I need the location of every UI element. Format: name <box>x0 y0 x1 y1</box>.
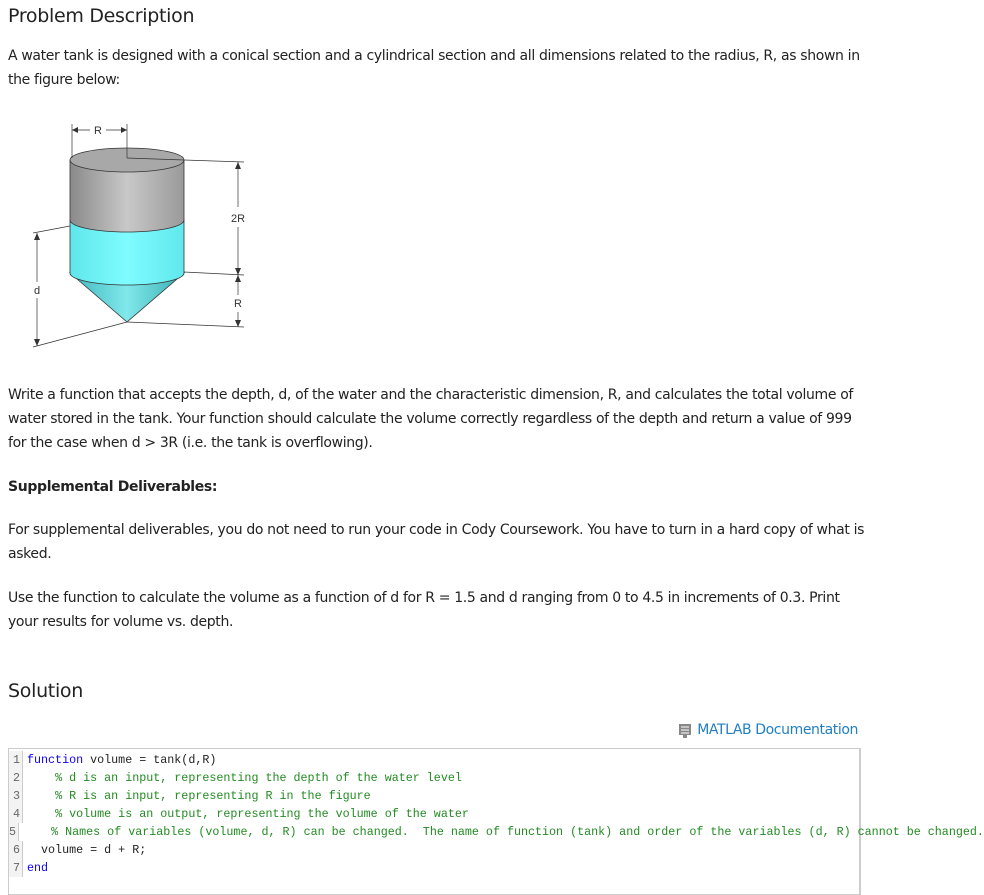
doc-link-label: MATLAB Documentation <box>697 722 858 738</box>
line-number: 1 <box>9 751 23 769</box>
line-number: 4 <box>9 805 23 823</box>
matlab-documentation-link[interactable] <box>678 722 858 738</box>
code-comment: % Names of variables (volume, d, R) can be changed. The name of function (tank) and order of the variables (d, R) cannot be changed. <box>51 825 984 839</box>
task-text: Write a function that accepts the depth, d, of the water and the characteristic dimension, R, and calculates the total volume of water stored in the tank. Your function should calculate the volume correctly regardless of the depth and return a value of 999 for the case when d > 3R (i.e. the tank is overflowing). <box>8 387 853 451</box>
use-text: Use the function to calculate the volume as a function of d for R = 1.5 and d ranging from 0 to 4.5 in increments of 0.3. Print your results for volume vs. depth. <box>8 590 840 630</box>
code-line[interactable] <box>9 841 859 859</box>
line-number: 3 <box>9 787 23 805</box>
problem-title: Problem Description <box>8 5 195 27</box>
code-keyword: function <box>27 753 84 767</box>
code-editor[interactable] <box>8 748 984 895</box>
label-r-top: R <box>94 125 102 137</box>
code-text <box>27 805 55 823</box>
line-number: 7 <box>9 859 23 877</box>
intro-text: A water tank is designed with a conical section and a cylindrical section and all dimensions related to the radius, R, as shown in the figure below: <box>8 48 860 88</box>
code-text: volume = d + R; <box>27 843 147 857</box>
supplemental-text: For supplemental deliverables, you do not need to run your code in Cody Coursework. You have to turn in a hard copy of what is asked. <box>8 522 865 562</box>
line-number: 6 <box>9 841 23 859</box>
code-line[interactable] <box>9 805 859 823</box>
solution-title: Solution <box>8 680 84 702</box>
label-d: d <box>33 285 41 297</box>
code-comment: % R is an input, representing R in the figure <box>55 789 371 803</box>
document-icon <box>678 723 692 738</box>
code-line[interactable] <box>9 823 984 841</box>
tank-figure <box>0 110 260 350</box>
code-comment: % d is an input, representing the depth of the water level <box>55 771 462 785</box>
code-keyword: end <box>27 861 49 875</box>
code-text <box>23 823 51 841</box>
code-text <box>27 787 55 805</box>
code-line[interactable] <box>9 751 859 769</box>
code-line[interactable] <box>9 787 859 805</box>
code-comment: % volume is an output, representing the volume of the water <box>55 807 469 821</box>
code-text: volume = tank(d,R) <box>83 753 217 767</box>
label-r-side: R <box>234 298 242 310</box>
code-line[interactable] <box>9 769 859 787</box>
line-number: 2 <box>9 769 23 787</box>
supplemental-heading: Supplemental Deliverables: <box>8 479 218 495</box>
code-text <box>27 769 55 787</box>
label-2r: 2R <box>230 213 246 225</box>
code-line[interactable] <box>9 859 859 877</box>
line-number: 5 <box>9 823 19 841</box>
